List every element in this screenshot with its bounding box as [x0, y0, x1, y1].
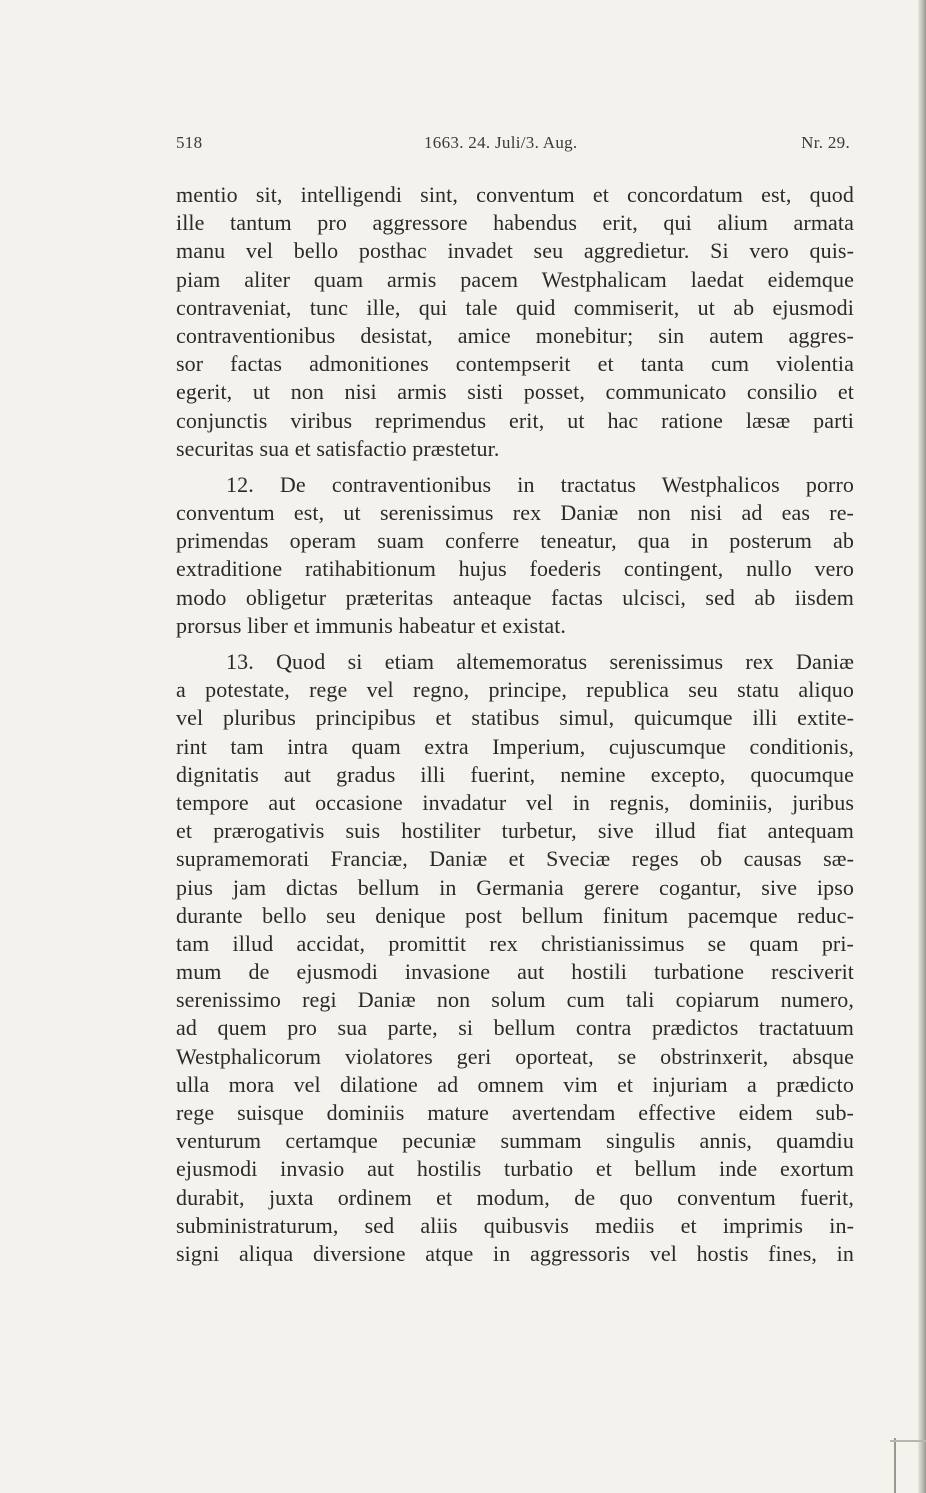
text-line: durante bello seu denique post bellum finitum pacemque reduc-	[176, 902, 854, 928]
text-line: modo obligetur præteritas anteaque factas ulcisci, sed ab iisdem	[176, 584, 854, 610]
paragraph-13	[176, 648, 854, 1268]
page-edge-shadow	[918, 0, 926, 1493]
text-line: durabit, juxta ordinem et modum, de quo conventum fuerit,	[176, 1184, 854, 1210]
text-line: conjunctis viribus reprimendus erit, ut hac ratione læsæ parti	[176, 407, 854, 433]
text-line: serenissimo regi Daniæ non solum cum tali copiarum numero,	[176, 987, 854, 1013]
running-header	[176, 133, 850, 159]
page-number: 518	[176, 133, 203, 152]
text-line: sor factas admonitiones contempserit et tanta cum violentia	[176, 351, 854, 377]
page-edge-line	[890, 1440, 926, 1442]
text-line: mum de ejusmodi invasione aut hostili turbatione resciverit	[176, 959, 854, 985]
text-line: rint tam intra quam extra Imperium, cujuscumque conditionis,	[176, 733, 854, 759]
text-line: venturum certamque pecuniæ summam singulis annis, quamdiu	[176, 1128, 854, 1154]
text-line: mentio sit, intelligendi sint, conventum et concordatum est, quod	[176, 182, 854, 207]
page-edge-mark	[894, 1438, 896, 1493]
text-line: rege suisque dominiis mature avertendam effective eidem sub-	[176, 1100, 854, 1125]
text-line: tempore aut occasione invadatur vel in regnis, dominiis, juribus	[176, 789, 854, 815]
text-line: Westphalicorum violatores geri oporteat, se obstrinxerit, absque	[176, 1043, 854, 1069]
text-line: 13. Quod si etiam altememoratus serenissimus rex Daniæ	[226, 649, 854, 674]
text-line: extraditione ratihabitionum hujus foederis contingent, nullo vero	[176, 556, 854, 582]
text-line: ille tantum pro aggressore habendus erit, qui alium armata	[176, 210, 854, 236]
text-line: 12. De contraventionibus in tractatus Westphalicos porro	[226, 471, 854, 497]
text-line: pius jam dictas bellum in Germania gerere cogantur, sive ipso	[176, 874, 854, 900]
text-line: a potestate, rege vel regno, principe, republica seu statu aliquo	[176, 677, 854, 703]
text-line: primendas operam suam conferre teneatur, qua in posterum ab	[176, 528, 854, 554]
header-date: 1663. 24. Juli/3. Aug.	[424, 133, 578, 152]
text-line: contraventionibus desistat, amice monebitur; sin autem aggres-	[176, 322, 854, 348]
text-line: ad quem pro sua parte, si bellum contra prædictos tractatuum	[176, 1015, 854, 1041]
text-line: dignitatis aut gradus illi fuerint, nemine excepto, quocumque	[176, 761, 854, 787]
text-line: manu vel bello posthac invadet seu aggredietur. Si vero quis-	[176, 238, 854, 264]
paragraph-11-continuation	[176, 181, 854, 463]
text-line: conventum est, ut serenissimus rex Daniæ non nisi ad eas re-	[176, 500, 854, 526]
text-line: supramemorati Franciæ, Daniæ et Sveciæ reges ob causas sæ-	[176, 846, 854, 872]
text-line: ulla mora vel dilatione ad omnem vim et injuriam a prædicto	[176, 1071, 854, 1097]
paragraph-12	[176, 471, 854, 640]
text-line: prorsus liber et immunis habeatur et existat.	[176, 612, 567, 638]
body-text	[176, 181, 854, 1268]
document-number: Nr. 29.	[801, 133, 850, 152]
text-line: vel pluribus principibus et statibus simul, quicumque illi extite-	[176, 705, 854, 731]
text-line: egerit, ut non nisi armis sisti posset, communicato consilio et	[176, 379, 854, 405]
text-line: contraveniat, tunc ille, qui tale quid commiserit, ut ab ejusmodi	[176, 294, 854, 320]
text-line: piam aliter quam armis pacem Westphalicam laedat eidemque	[176, 266, 854, 292]
text-line: tam illud accidat, promittit rex christianissimus se quam pri-	[176, 930, 854, 956]
text-line: ejusmodi invasio aut hostilis turbatio et bellum inde exortum	[176, 1156, 854, 1182]
text-line: securitas sua et satisfactio præstetur.	[176, 435, 500, 461]
text-line: et prærogativis suis hostiliter turbetur, sive illud fiat antequam	[176, 818, 854, 844]
text-line: subministraturum, sed aliis quibusvis mediis et imprimis in-	[176, 1212, 854, 1238]
text-line: signi aliqua diversione atque in aggressoris vel hostis fines, in	[176, 1240, 854, 1266]
